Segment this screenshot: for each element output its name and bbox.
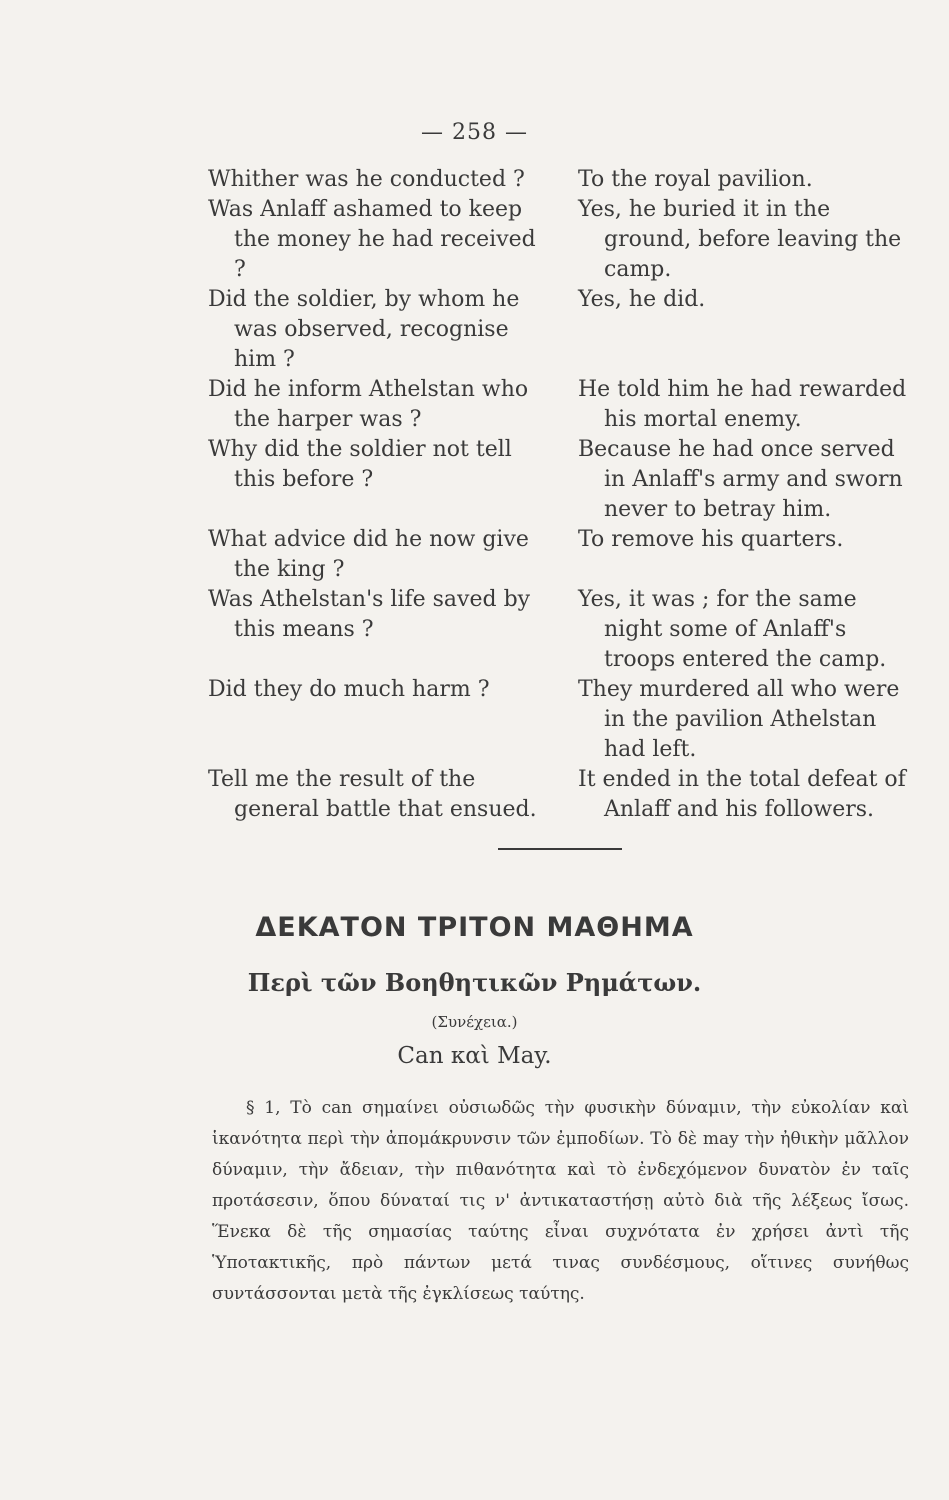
- answer-text: To remove his quarters.: [578, 527, 844, 552]
- answer-text: Yes, he buried it in the ground, before leaving the camp.: [578, 197, 902, 282]
- question-text: Did they do much harm ?: [208, 677, 490, 702]
- lesson-title: ΔΕΚΑΤΟΝ ΤΡΙΤΟΝ ΜΑΘΗΜΑ: [255, 912, 694, 943]
- qa-row: [208, 675, 908, 765]
- qa-row: [208, 285, 908, 375]
- answer-text: To the royal pavilion.: [578, 167, 813, 192]
- answer-text: They murdered all who were in the pavilion Athelstan had left.: [578, 677, 900, 762]
- question-text: What advice did he now give the king ?: [208, 527, 529, 582]
- qa-row: [208, 375, 908, 435]
- question-text: Why did the soldier not tell this before ?: [208, 437, 512, 492]
- lesson-subtitle: Περὶ τῶν Βοηθητικῶν Ρημάτων.: [247, 968, 702, 997]
- section-heading: Can καὶ May.: [397, 1043, 552, 1069]
- continued-note: (Συνέχεια.): [431, 1013, 518, 1031]
- question-text: Was Athelstan's life saved by this means ?: [208, 587, 531, 642]
- answer-text: He told him he had rewarded his mortal enemy.: [578, 377, 907, 432]
- answer-text: Because he had once served in Anlaff's army and sworn never to betray him.: [578, 437, 903, 522]
- answer-text: Yes, he did.: [578, 287, 706, 312]
- page-number: — 258 —: [421, 120, 528, 145]
- qa-row: [208, 165, 908, 195]
- question-text: Did the soldier, by whom he was observed, recognise him ?: [208, 287, 520, 372]
- answer-text: Yes, it was ; for the same night some of Anlaff's troops entered the camp.: [578, 587, 887, 672]
- qa-row: [208, 525, 908, 585]
- qa-row: [208, 195, 908, 285]
- question-text: Was Anlaff ashamed to keep the money he had received ?: [208, 197, 536, 282]
- question-text: Whither was he conducted ?: [208, 167, 525, 192]
- question-answer-section: [208, 165, 908, 825]
- question-text: Tell me the result of the general battle that ensued.: [208, 767, 537, 822]
- answer-text: It ended in the total defeat of Anlaff and his followers.: [578, 767, 906, 822]
- section-divider: [498, 848, 622, 850]
- lesson-paragraph: § 1, Τὸ can σημαίνει οὐσιωδῶς τὴν φυσικὴν δύναμιν, τὴν εὐκολίαν καὶ ἱκανότητα περὶ τὴν ἀπομάκρυνσιν τῶν ἐμποδίων. Τὸ δὲ may τὴν ἠθικὴν μᾶλλον δύναμιν, τὴν ἄδειαν, τὴν πιθανότητα καὶ τὸ ἐνδεχόμενον δυνατὸν ἐν ταῖς προτάσεσιν, ὅπου δύναταί τις ν' ἀντικαταστήσῃ αὐτὸ διὰ τῆς λέξεως ἴσως. Ἕνεκα δὲ τῆς σημασίας ταύτης εἶναι συχνότατα ἐν χρήσει ἀντὶ τῆς Ὑποτακτικῆς, πρὸ πάντων μετά τινας συνδέσμους, οἵτινες συνήθως συντάσσονται μετὰ τῆς ἐγκλίσεως ταύτης.: [212, 1098, 909, 1304]
- qa-row: [208, 435, 908, 525]
- qa-row: [208, 765, 908, 825]
- question-text: Did he inform Athelstan who the harper was ?: [208, 377, 529, 432]
- qa-row: [208, 585, 908, 675]
